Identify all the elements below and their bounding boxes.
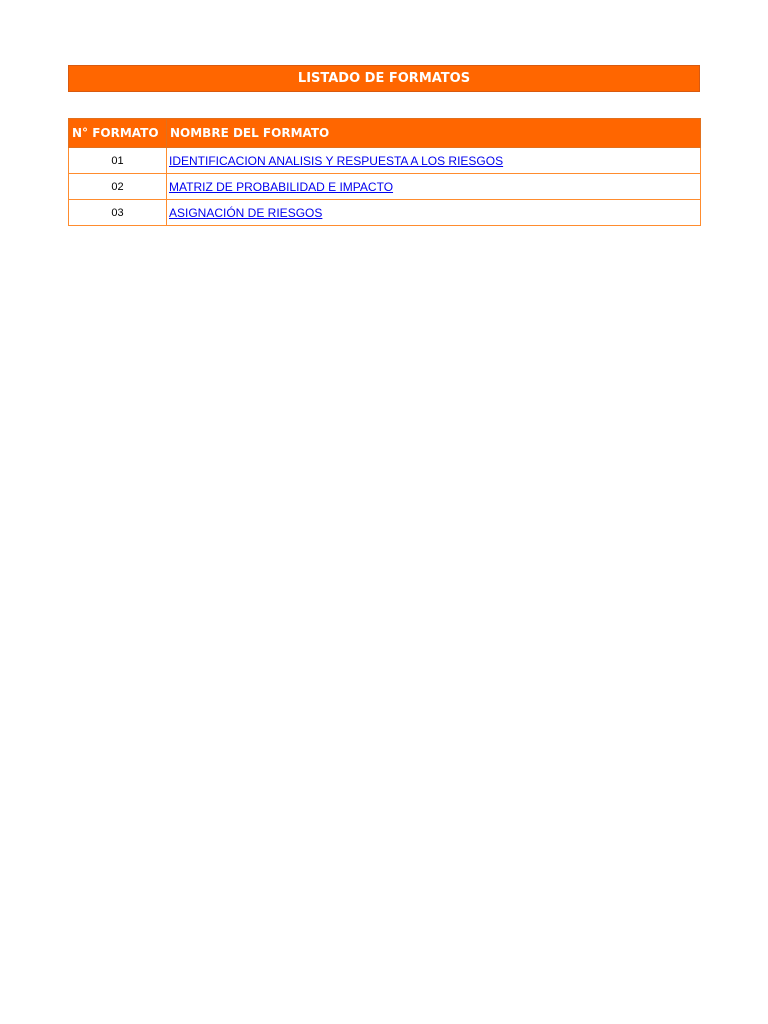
- format-number: 03: [69, 200, 167, 226]
- format-name-cell: [167, 200, 701, 226]
- format-number: 01: [69, 148, 167, 174]
- format-link[interactable]: IDENTIFICACION ANALISIS Y RESPUESTA A LOS RIESGOS: [169, 153, 504, 168]
- table-row: [69, 200, 701, 226]
- format-name-cell: [167, 148, 701, 174]
- format-number: 02: [69, 174, 167, 200]
- format-name-cell: [167, 174, 701, 200]
- column-header-number: N° FORMATO: [69, 119, 167, 148]
- formats-table: [68, 118, 701, 226]
- column-header-name: NOMBRE DEL FORMATO: [167, 119, 701, 148]
- format-link[interactable]: ASIGNACIÓN DE RIESGOS: [169, 205, 323, 220]
- table-row: [69, 174, 701, 200]
- table-header-row: [69, 119, 701, 148]
- format-link[interactable]: MATRIZ DE PROBABILIDAD E IMPACTO: [169, 179, 394, 194]
- table-row: [69, 148, 701, 174]
- page-title: LISTADO DE FORMATOS: [68, 65, 700, 92]
